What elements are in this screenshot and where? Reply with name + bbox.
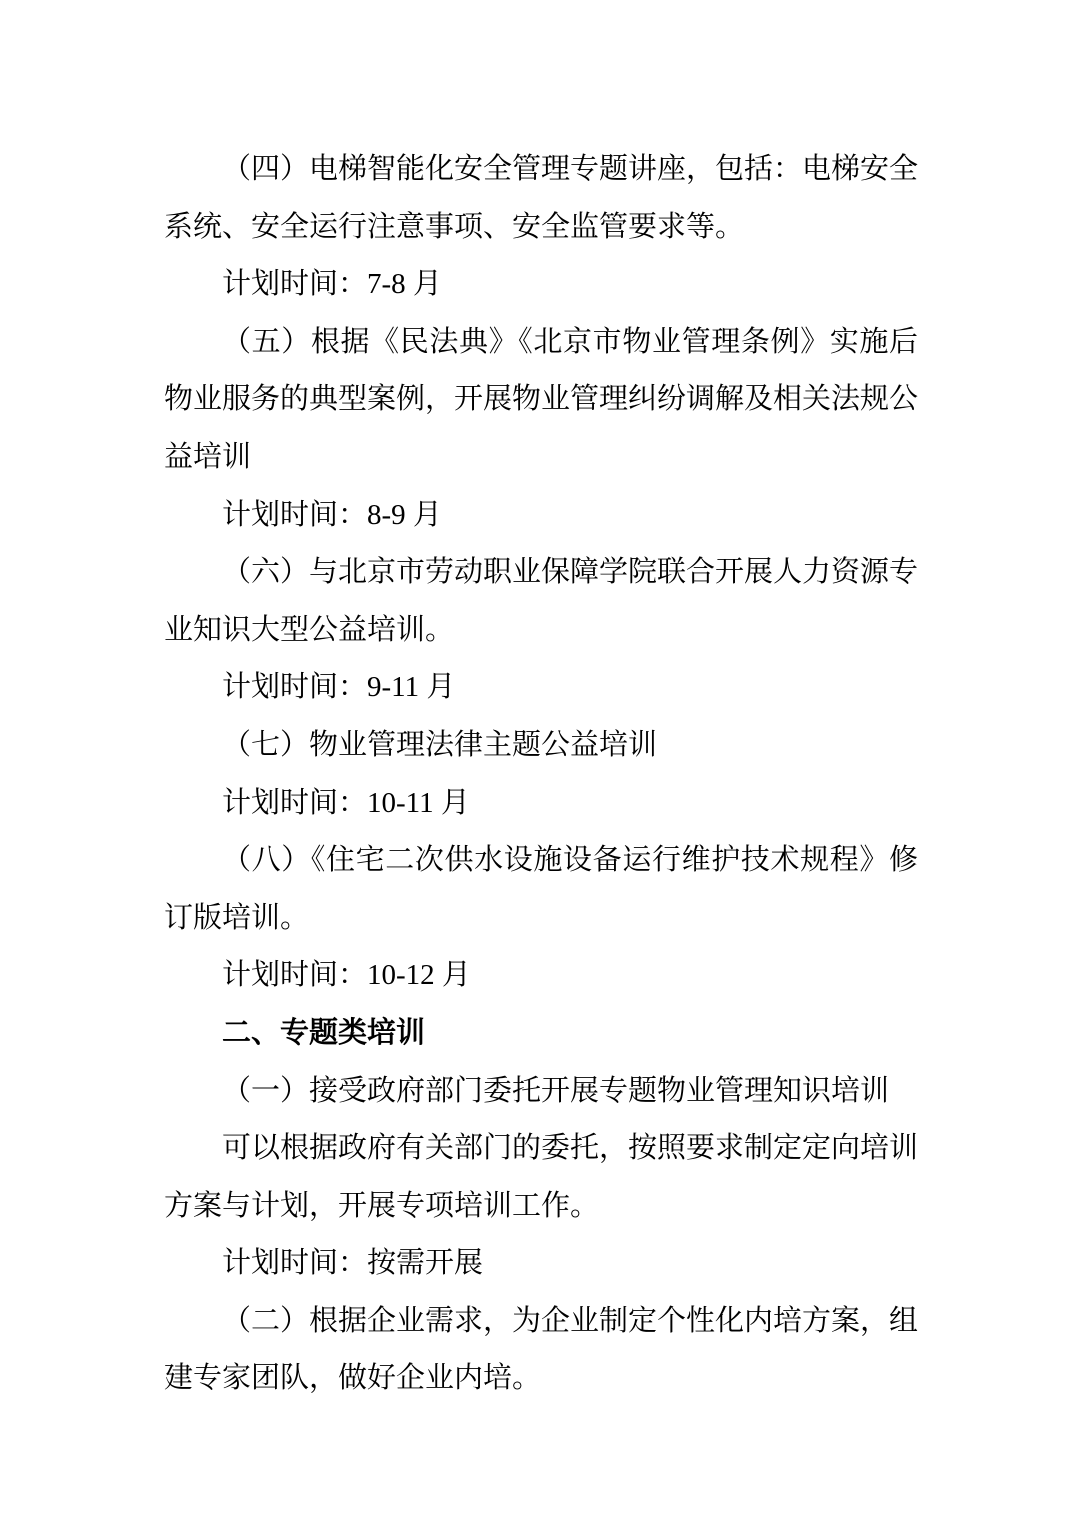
paragraph-item-2: （二）根据企业需求，为企业制定个性化内培方案，组建专家团队，做好企业内培。 bbox=[164, 1304, 919, 1395]
paragraph-item-6: （六）与北京市劳动职业保障学院联合开展人力资源专业知识大型公益培训。 bbox=[164, 556, 919, 646]
paragraph-item-1: （一）接受政府部门委托开展专题物业管理知识培训 bbox=[222, 1074, 890, 1107]
plan-time-paragraph: 计划时间：7-8 月 bbox=[222, 268, 442, 301]
paragraph-item-7: （七）物业管理法律主题公益培训 bbox=[222, 728, 658, 761]
paragraph-item-8: （八）《住宅二次供水设施设备运行维护技术规程》修订版培训。 bbox=[164, 844, 918, 934]
section-heading: 二、专题类培训 bbox=[222, 1016, 426, 1049]
plan-time-paragraph: 计划时间：10-11 月 bbox=[222, 786, 470, 819]
plan-time-paragraph: 计划时间：按需开展 bbox=[222, 1247, 484, 1280]
paragraph-item-4: （四）电梯智能化安全管理专题讲座，包括：电梯安全系统、安全运行注意事项、安全监管要求等。 bbox=[164, 153, 919, 243]
plan-time-paragraph: 计划时间：9-11 月 bbox=[222, 671, 456, 704]
plan-time-paragraph: 计划时间：8-9 月 bbox=[222, 498, 442, 531]
body-paragraph: 可以根据政府有关部门的委托，按照要求制定定向培训方案与计划，开展专项培训工作。 bbox=[164, 1132, 919, 1222]
plan-time-paragraph: 计划时间：10-12 月 bbox=[222, 959, 471, 992]
paragraph-item-5: （五）根据《民法典》《北京市物业管理条例》实施后物业服务的典型案例，开展物业管理纠纷调解及相关法规公益培训 bbox=[164, 325, 919, 473]
